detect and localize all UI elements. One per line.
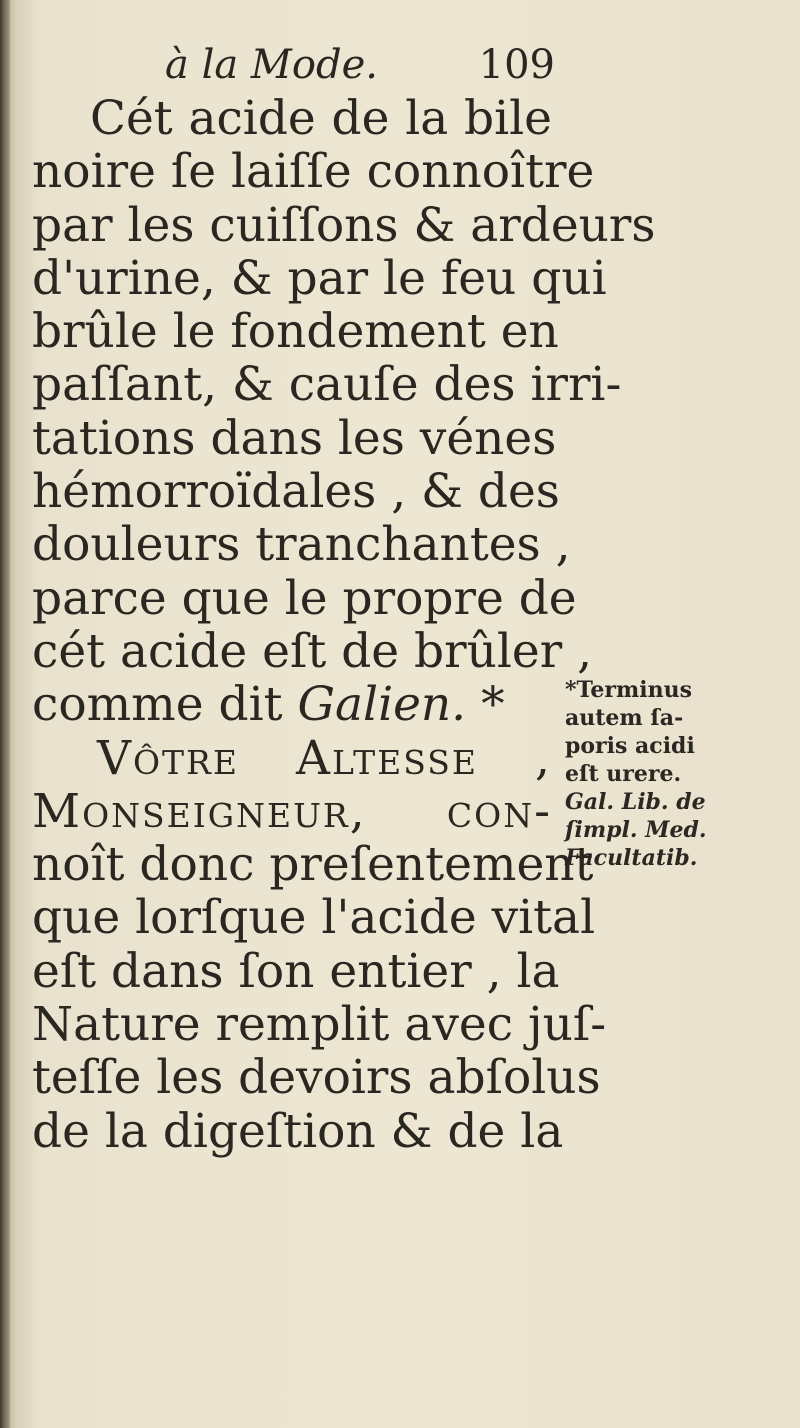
text-line: noire ſe laiſſe connoître [32,144,595,200]
marginal-line: autem ſa- [565,705,684,731]
citation-author: Galien. [297,677,467,733]
running-head: à la Mode. [165,42,378,88]
footnote-marker: * [481,677,505,733]
text-line: parce que le propre de [32,570,577,626]
marginal-line: poris acidi [565,733,695,759]
page-header [165,42,575,92]
text-line: eſt dans ſon entier , la [32,943,560,999]
text-line: que lorſque l'acide vital [32,890,596,946]
text-line: douleurs tranchantes , [32,517,571,573]
text-line: de la digeſtion & de la [32,1103,564,1159]
text-line: par les cuiſſons & ardeurs [32,197,656,253]
text-line: cét acide eſt de brûler , [32,623,593,679]
text-line: brûle le fondement en [32,304,559,360]
citation-line [32,678,552,731]
page-number: 109 [478,42,555,88]
text-line: noît donc preſentement [32,837,594,893]
marginal-line: Facultatib. [565,845,698,871]
text-line: Monseigneur, con- [32,783,552,839]
text-line: tations dans les vénes [32,410,557,466]
book-gutter [0,0,10,1428]
text-line: Vôtre Altesse , [97,730,552,786]
marginal-line: ſimpl. Med. [565,817,707,843]
marginal-line: *Terminus [565,677,692,703]
text-line: comme dit [32,677,283,733]
text-line: paſſant, & cauſe des irri- [32,357,622,413]
text-line: d'urine, & par le feu qui [32,250,607,306]
marginal-note [565,676,743,872]
text-line: hémorroïdales , & des [32,464,560,520]
marginal-line: Gal. Lib. de [565,789,706,815]
text-line: teſſe les devoirs abſolus [32,1050,601,1106]
marginal-line: eſt urere. [565,761,682,787]
text-line: Nature remplit avec juſ- [32,997,607,1053]
text-line: Cét acide de la bile [90,91,552,146]
